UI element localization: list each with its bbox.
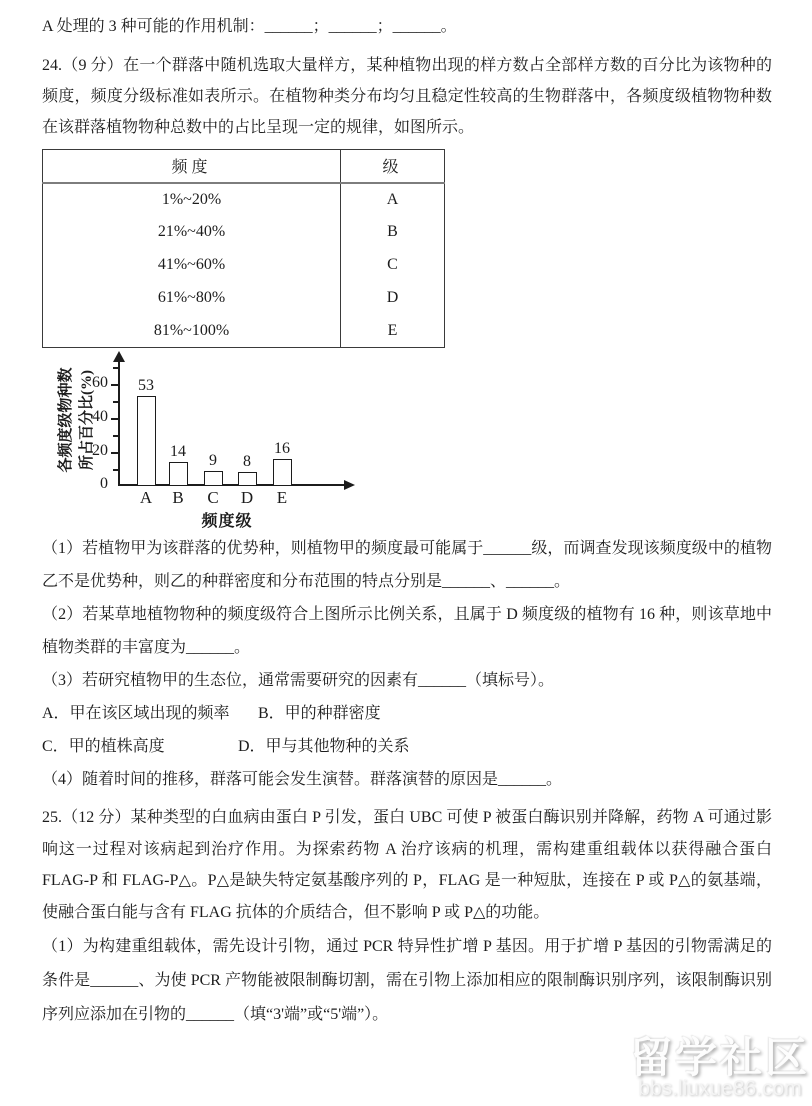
bar-B [169,462,188,486]
table-header-frequency: 频度 [43,150,341,183]
table-head [43,150,445,183]
bar-group-C [195,452,231,486]
question-24-sub-4: （4）随着时间的推移，群落可能会发生演替。群落演替的原因是______。 [42,771,563,788]
grade-cell: E [341,315,445,348]
options-row-1 [42,697,772,730]
question-24-sub-2: （2）若某草地植物物种的频度级符合上图所示比例关系，且属于 D 频度级的植物有 16 种，则该草地中植物类群的丰富度为______。 [42,606,772,656]
y-tick-label: 0 [100,475,108,492]
x-category-label: B [172,488,184,507]
frequency-cell: 81%~100% [43,315,341,348]
bar-value-label: 9 [209,452,217,469]
question-25-stem: 25.（12 分）某种类型的白血病由蛋白 P 引发，蛋白 UBC 可使 P 被蛋白酶识别并降解，药物 A 可通过影响这一过程对该病起到治疗作用。为探索药物 A 治疗该病的机理，需构建重组载体以获得融合蛋白 FLAG-P 和 FLAG-P△。P△是缺失特定氨基酸序列的 P，FLAG 是一种短肽，连接在 P 或 P△的氨基端，使融合蛋白能与含有 FLAG 抗体的介质结合，但不影响 P 或 P△的功能。 [42,809,772,921]
frequency-cell: 21%~40% [43,216,341,249]
watermark-title: 留学社区 [629,1034,810,1081]
table-body [43,183,445,348]
watermark [630,1036,810,1100]
x-category-label: E [276,488,288,507]
y-minor-tick [113,401,118,403]
x-axis-arrow-icon [344,480,355,490]
question-24-stem: 24.（9 分）在一个群落中随机选取大量样方，某种植物出现的样方数占全部样方数的百分比为该物种的频度，频度分级标准如表所示。在植物种类分布均匀且稳定性较高的生物群落中，各频度级植物物种数在该群落植物物种总数中的占比呈现一定的规律，如图所示。 [42,57,772,136]
y-axis-title-line1: 各频度级物种数 [58,367,74,473]
frequency-cell: 41%~60% [43,249,341,282]
table-row [43,183,445,216]
bar-value-label: 14 [170,443,186,460]
y-tick-label: 20 [92,442,108,459]
grade-cell: C [341,249,445,282]
bar-value-label: 16 [274,440,290,457]
grade-cell: D [341,282,445,315]
y-axis-title-line2: 所占百分比(%) [79,370,95,470]
options-row-2 [42,730,772,763]
y-minor-tick [113,469,118,471]
question-25-sub-1: （1）为构建重组载体，需先设计引物，通过 PCR 特异性扩增 P 基因。用于扩增 P 基因的引物需满足的条件是______、为使 PCR 产物能被限制酶切割，需在引物上添加相应的限制酶识别序列，该限制酶识别序列应添加在引物的______（填“3'端”或“5'端”）。 [42,938,772,1023]
y-tick-label: 60 [92,374,108,391]
table-row [43,315,445,348]
bar-group-E [264,440,300,486]
table-row [43,216,445,249]
question-24-sub-1: （1）若植物甲为该群落的优势种，则植物甲的频度最可能属于______级，而调查发现该频度级中的植物乙不是优势种，则乙的种群密度和分布范围的特点分别是______、______。 [42,540,772,590]
bar-C [204,471,223,486]
y-minor-tick [113,435,118,437]
grade-cell: A [341,183,445,216]
bar-value-label: 8 [243,453,251,470]
y-tick [111,384,118,386]
x-category-label: C [207,488,219,507]
y-tick [111,452,118,454]
bar-D [238,472,257,486]
frequency-bar-chart [42,356,372,532]
bar-E [273,459,292,486]
y-minor-tick [113,367,118,369]
bar-group-B [160,443,196,486]
y-tick-label: 40 [92,408,108,425]
table-header-grade: 级 [341,150,445,183]
option-C: C．甲的植株高度 [42,738,165,755]
bar-group-A [128,377,164,486]
table-row [43,282,445,315]
x-category-label: D [240,488,254,507]
frequency-cell: 1%~20% [43,183,341,216]
grade-cell: B [341,216,445,249]
question-24-sub-3: （3）若研究植物甲的生态位，通常需要研究的因素有______（填标号）。 [42,672,555,689]
option-D: D．甲与其他物种的关系 [238,738,410,755]
watermark-url: bbs.liuxue86.com [638,1077,802,1100]
y-tick [111,418,118,420]
x-axis-title: 频度级 [201,513,253,530]
table-header-row [43,150,445,183]
y-axis-arrow-icon [113,351,125,362]
table-row [43,249,445,282]
y-axis-line [118,360,120,486]
option-B: B．甲的种群密度 [258,705,381,722]
frequency-cell: 61%~80% [43,282,341,315]
bar-group-D [229,453,265,486]
x-category-label: A [139,488,153,507]
bar-A [137,396,156,486]
option-A: A．甲在该区域出现的频率 [42,705,230,722]
question-23-tail-line: A 处理的 3 种可能的作用机制：______；______；______。 [42,18,457,35]
frequency-grade-table [42,149,445,348]
bar-value-label: 53 [138,377,154,394]
